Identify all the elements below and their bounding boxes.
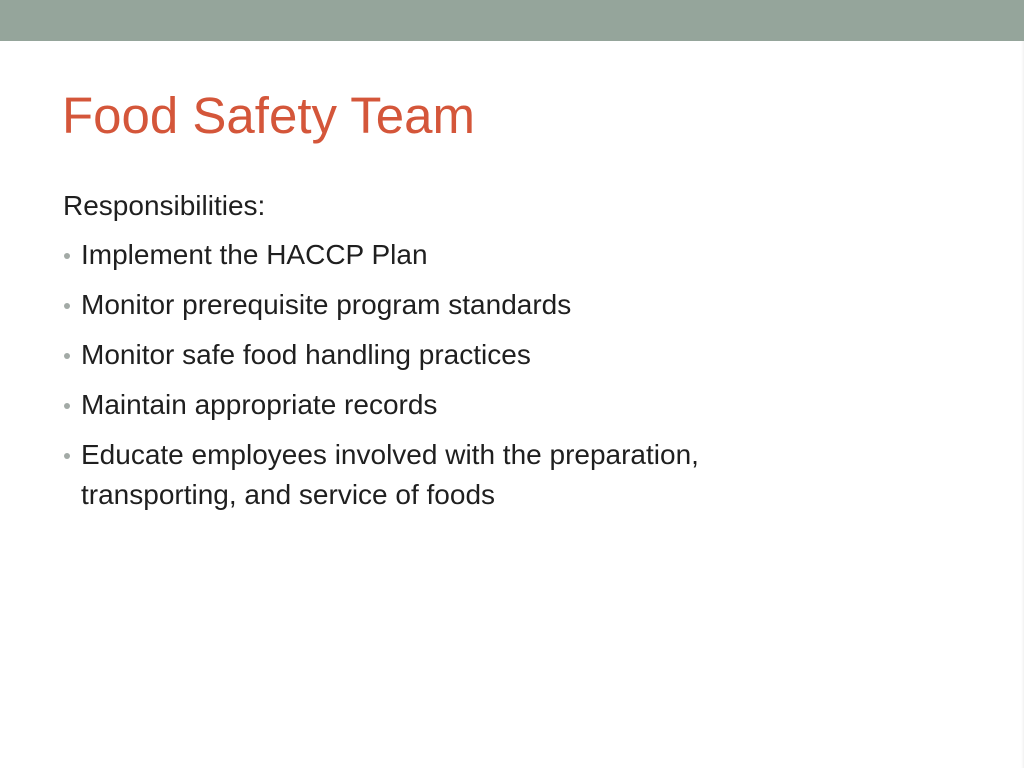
list-item	[63, 235, 943, 275]
list-item-text: Educate employees involved with the preparation,	[81, 439, 699, 470]
responsibilities-list	[63, 235, 943, 515]
bullet-icon	[64, 303, 70, 309]
slide-title: Food Safety Team	[62, 87, 475, 144]
bullet-icon	[64, 403, 70, 409]
bullet-icon	[64, 353, 70, 359]
list-item	[63, 335, 943, 375]
list-item	[63, 285, 943, 325]
list-item-text: Maintain appropriate records	[81, 389, 438, 420]
list-item	[63, 435, 943, 515]
list-item-text: Implement the HACCP Plan	[81, 239, 428, 270]
bullet-icon	[64, 453, 70, 459]
list-item-text-continuation: transporting, and service of foods	[81, 479, 496, 510]
list-item	[63, 385, 943, 425]
top-accent-band	[0, 0, 1024, 41]
list-item-text: Monitor prerequisite program standards	[81, 289, 572, 320]
responsibilities-heading: Responsibilities:	[63, 190, 266, 221]
slide-body	[63, 186, 943, 525]
list-item-text: Monitor safe food handling practices	[81, 339, 531, 370]
bullet-icon	[64, 253, 70, 259]
